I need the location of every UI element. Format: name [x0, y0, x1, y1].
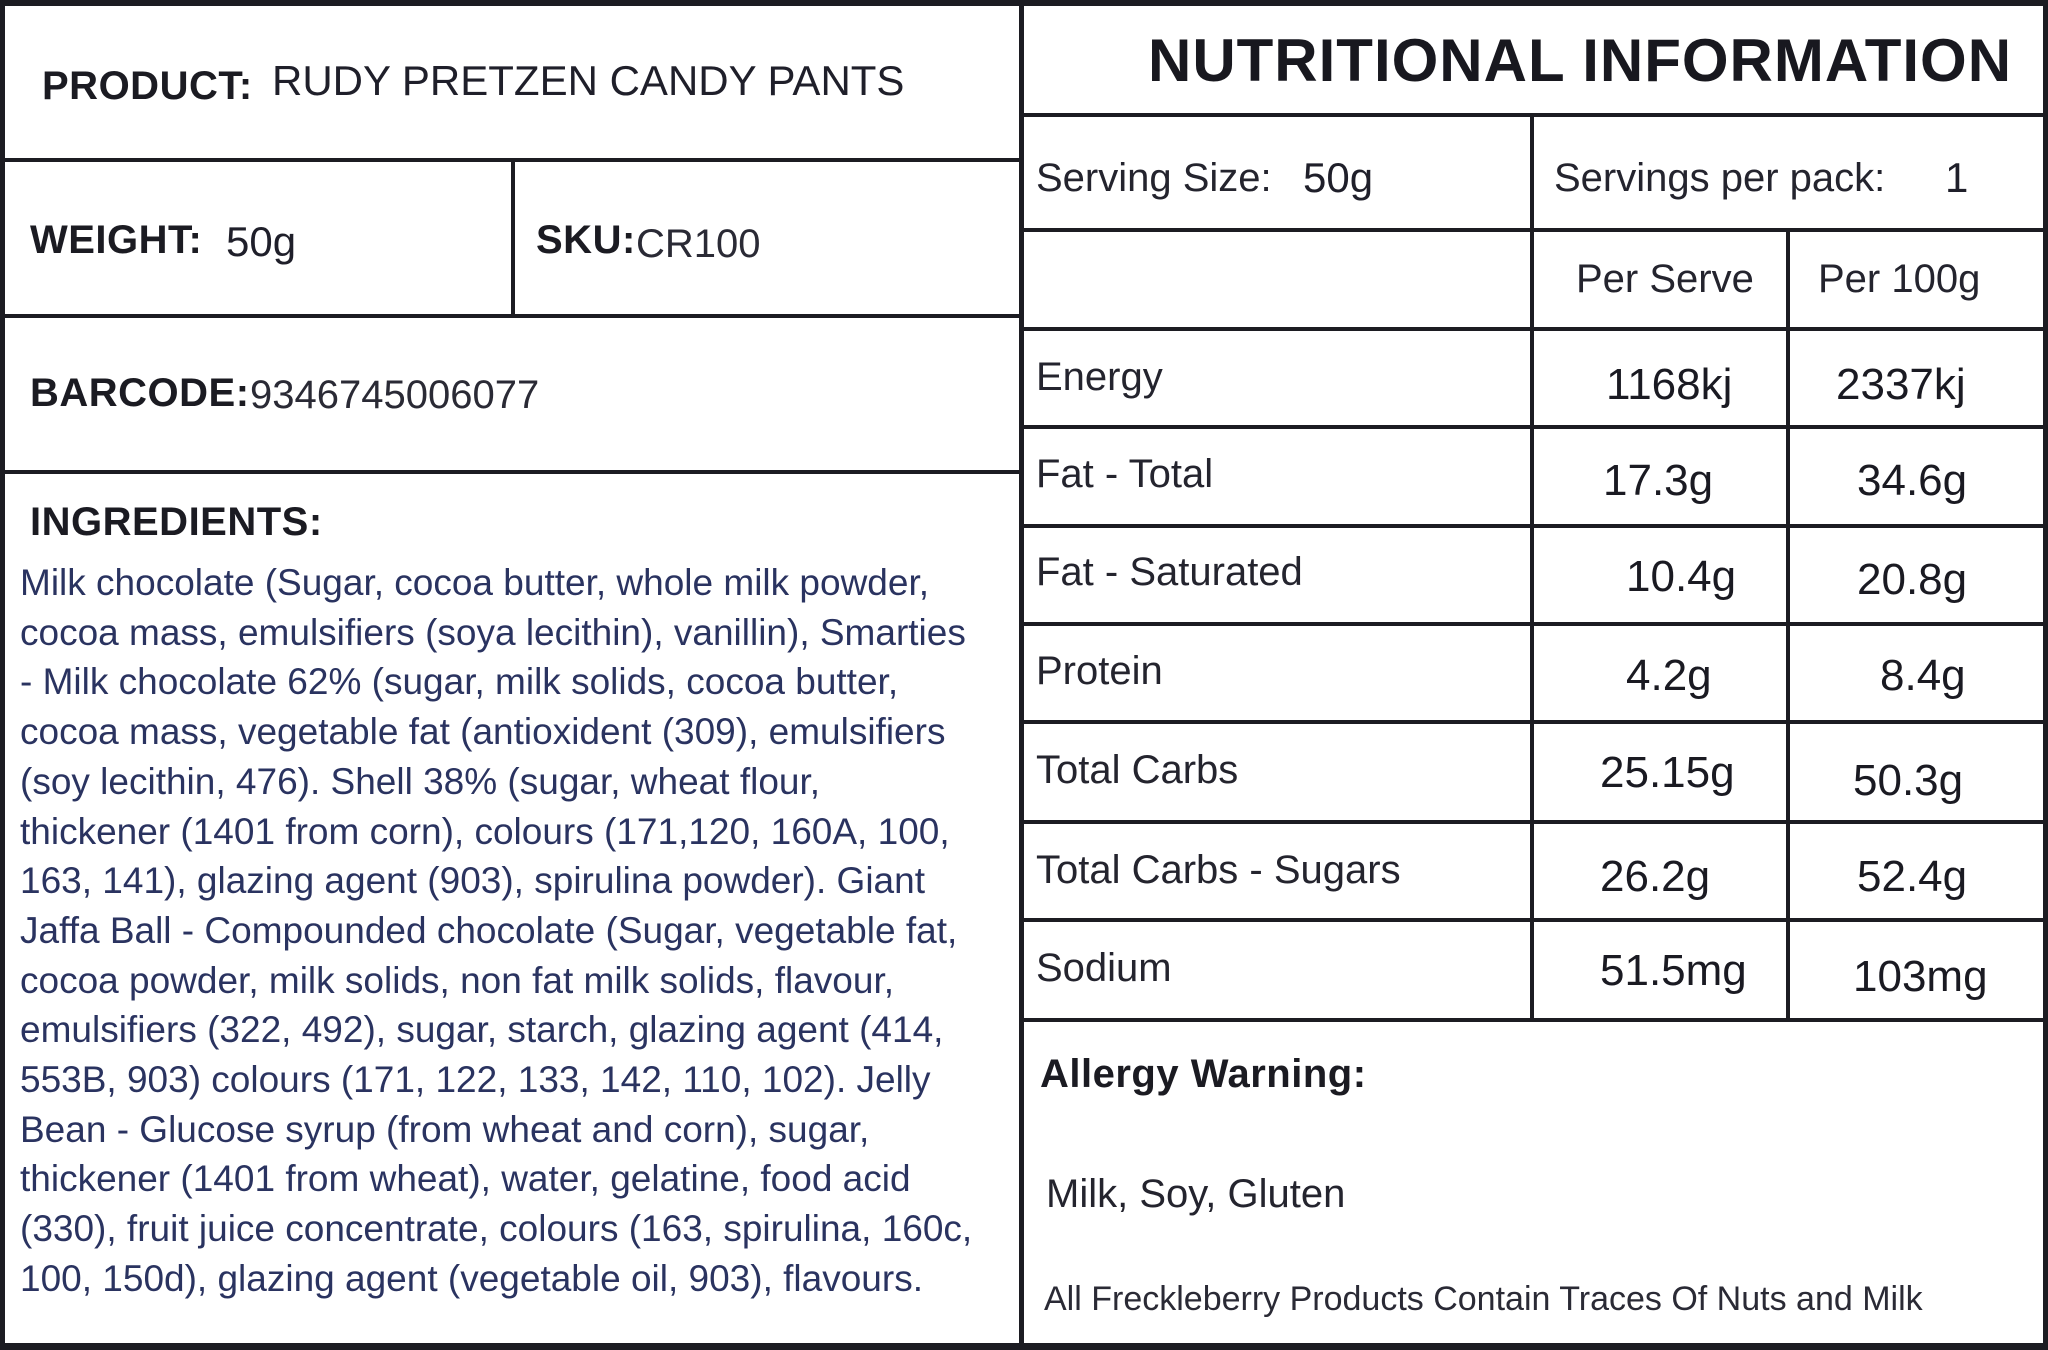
- divider-barcode: [0, 470, 1022, 474]
- servings-per-pack-label: Servings per pack:: [1554, 156, 1886, 200]
- nutri-line-3: [1022, 327, 2048, 331]
- row-label-total-carbs: Total Carbs: [1036, 748, 1239, 792]
- sku-label: SKU:: [536, 218, 636, 262]
- border-bottom: [0, 1343, 2048, 1350]
- barcode-label: BARCODE:: [30, 371, 250, 415]
- nutri-line-8: [1022, 820, 2048, 824]
- row-fat-total-per-100g: 34.6g: [1857, 456, 1968, 505]
- nutri-line-6: [1022, 622, 2048, 626]
- barcode-value: 9346745006077: [250, 373, 540, 417]
- row-label-protein: Protein: [1036, 649, 1163, 693]
- allergy-note: All Freckleberry Products Contain Traces Of Nuts and Milk: [1044, 1280, 1923, 1318]
- ingredients-text: Milk chocolate (Sugar, cocoa butter, whole milk powder, cocoa mass, emulsifiers (soya lecithin), vanillin), Smarties - Milk chocolate 62% (sugar, milk solids, cocoa butter, cocoa mass, vegetable fat (antioxident (309), emulsifiers (soy lecithin, 476). Shell 38% (sugar, wheat flour, thickener (1401 from corn), colours (171,120, 160A, 100, 163, 141), glazing agent (903), spirulina powder). Giant Jaffa Ball - Compounded chocolate (Sugar, vegetable fat, cocoa powder, milk solids, non fat milk solids, flavour, emulsifiers (322, 492), sugar, starch, glazing agent (414, 553B, 903) colours (171, 122, 133, 142, 110, 102). Jelly Bean - Glucose syrup (from wheat and corn), sugar, thickener (1401 from wheat), water, gelatine, food acid (330), fruit juice concentrate, colours (163, spirulina, 160c, 100, 150d), glazing agent (vegetable oil, 903), flavours.: [20, 562, 973, 1299]
- allergy-warning-label: Allergy Warning:: [1040, 1052, 1367, 1096]
- border-top: [0, 0, 2048, 6]
- row-fat-total-per-serve: 17.3g: [1603, 456, 1714, 505]
- row-sodium-per-100g: 103mg: [1853, 952, 1988, 1001]
- row-energy-per-serve: 1168kj: [1606, 360, 1733, 409]
- row-total-carbs-sugars-per-100g: 52.4g: [1857, 852, 1968, 901]
- nutri-line-9: [1022, 918, 2048, 922]
- row-energy-per-100g: 2337kj: [1836, 360, 1966, 409]
- row-label-sodium: Sodium: [1036, 946, 1172, 990]
- nutri-line-5: [1022, 524, 2048, 528]
- row-fat-saturated-per-serve: 10.4g: [1626, 552, 1737, 601]
- nutri-line-1: [1022, 113, 2048, 117]
- row-label-fat-saturated: Fat - Saturated: [1036, 550, 1303, 594]
- row-total-carbs-per-100g: 50.3g: [1853, 756, 1964, 805]
- serving-size-label: Serving Size:: [1036, 156, 1272, 200]
- col-header-per-100g: Per 100g: [1818, 257, 1981, 301]
- row-label-fat-total: Fat - Total: [1036, 452, 1214, 496]
- row-protein-per-100g: 8.4g: [1880, 651, 1966, 700]
- nutri-line-10: [1022, 1018, 2048, 1022]
- nutri-line-4: [1022, 425, 2048, 429]
- nutri-line-7: [1022, 720, 2048, 724]
- product-name: RUDY PRETZEN CANDY PANTS: [272, 57, 905, 104]
- row-protein-per-serve: 4.2g: [1626, 651, 1712, 700]
- weight-value: 50g: [226, 218, 297, 265]
- servings-per-pack-value: 1: [1945, 154, 1969, 201]
- row-total-carbs-sugars-per-serve: 26.2g: [1600, 852, 1711, 901]
- sku-value: CR100: [636, 222, 761, 266]
- nutri-col-2: [1786, 230, 1790, 1020]
- weight-label: WEIGHT:: [30, 218, 203, 262]
- row-label-total-carbs-sugars: Total Carbs - Sugars: [1036, 848, 1401, 892]
- row-fat-saturated-per-100g: 20.8g: [1857, 555, 1968, 604]
- border-right: [2043, 0, 2048, 1350]
- row-label-energy: Energy: [1036, 355, 1163, 399]
- serving-size-value: 50g: [1303, 154, 1374, 201]
- border-left: [0, 0, 5, 1350]
- ingredients-label: INGREDIENTS:: [30, 500, 323, 544]
- nutri-col-1: [1530, 115, 1534, 1020]
- allergy-items: Milk, Soy, Gluten: [1046, 1172, 1346, 1216]
- row-sodium-per-serve: 51.5mg: [1600, 946, 1747, 995]
- row-total-carbs-per-serve: 25.15g: [1600, 748, 1735, 797]
- divider-weight-sku: [511, 160, 515, 316]
- nutri-line-2: [1022, 228, 2048, 232]
- col-header-per-serve: Per Serve: [1576, 257, 1754, 301]
- product-label: PRODUCT:: [42, 64, 253, 108]
- nutrition-title: NUTRITIONAL INFORMATION: [1148, 27, 2013, 94]
